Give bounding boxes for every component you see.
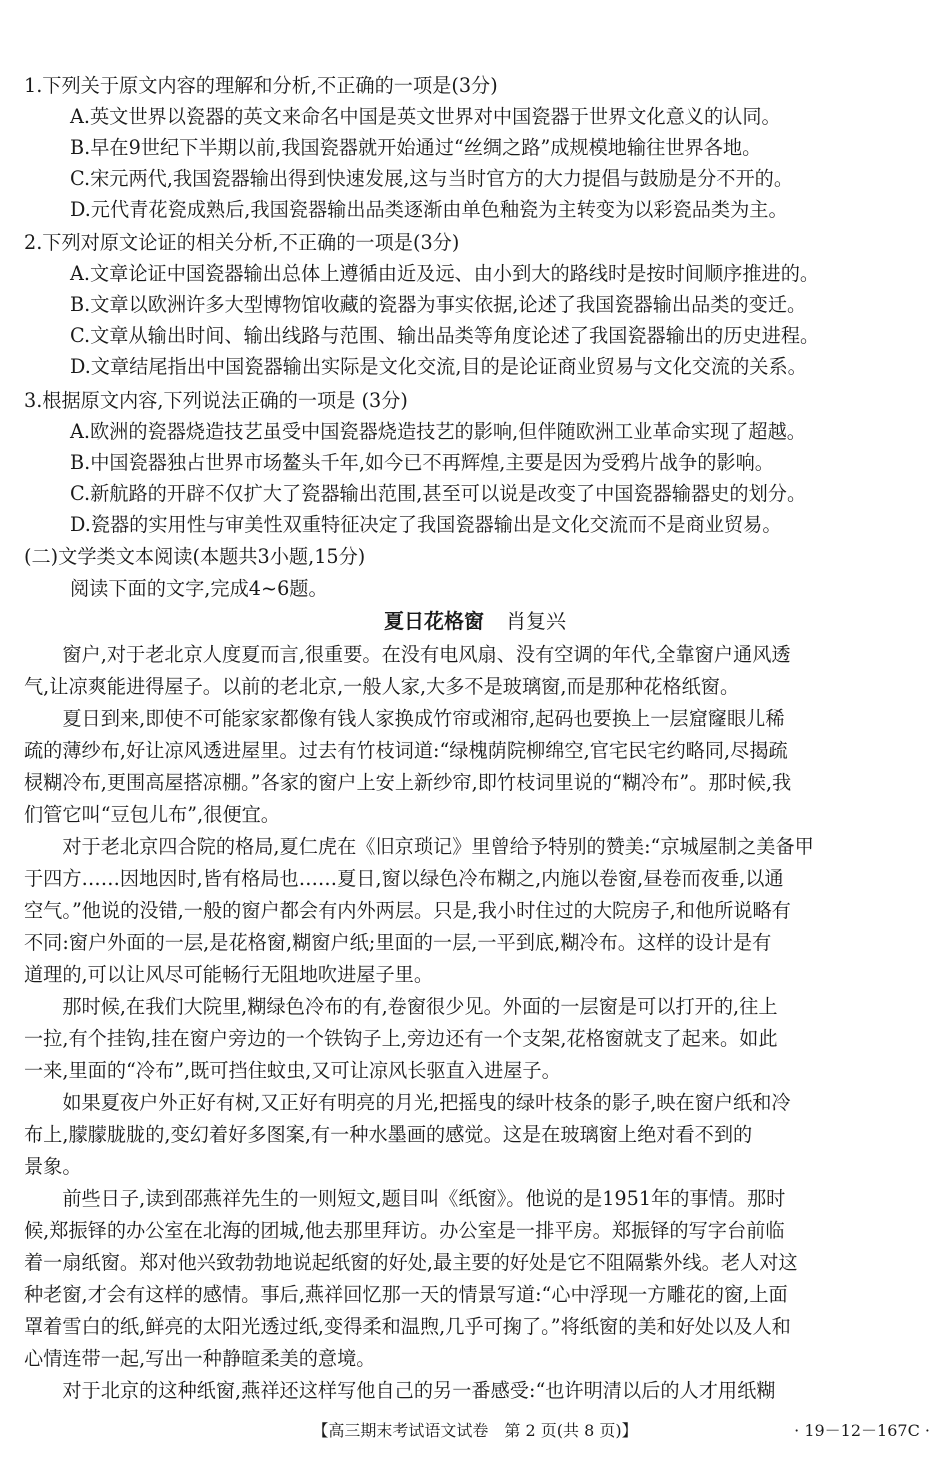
question-2-option-a: A.文章论证中国瓷器输出总体上遵循由近及远、由小到大的路线时是按时间顺序推进的。	[70, 262, 820, 285]
article-line: 那时候,在我们大院里,糊绿色冷布的有,卷窗很少见。外面的一层窗是可以打开的,往上	[24, 995, 778, 1018]
article-line: 窗户,对于老北京人度夏而言,很重要。在没有电风扇、没有空调的年代,全靠窗户通风透	[24, 643, 791, 666]
section-heading: (二)文学类文本阅读(本题共3小题,15分)	[24, 545, 366, 568]
article-line: 心情连带一起,写出一种静暄柔美的意境。	[24, 1347, 376, 1370]
article-line: 气,让凉爽能进得屋子。以前的老北京,一般人家,大多不是玻璃窗,而是那种花格纸窗。	[24, 675, 740, 698]
article-line: 们管它叫“豆包儿布”,很便宜。	[24, 803, 280, 826]
exam-code: · 19－12－167C ·	[794, 1421, 930, 1440]
article-line: 如果夏夜户外正好有树,又正好有明亮的月光,把摇曳的绿叶枝条的影子,映在窗户纸和冷	[24, 1091, 791, 1114]
article-line: 棂糊冷布,更围高屋搭凉棚。”各家的窗户上安上新纱帘,即竹枝词里说的“糊冷布”。那时候,我	[24, 771, 792, 794]
article-line: 景象。	[24, 1155, 82, 1178]
article-title-row	[0, 607, 950, 635]
article-line: 道理的,可以让风尽可能畅行无阻地吹进屋子里。	[24, 963, 434, 986]
article-line: 不同:窗户外面的一层,是花格窗,糊窗户纸;里面的一层,一平到底,糊冷布。这样的设计是有	[24, 931, 772, 954]
question-3-option-c: C.新航路的开辟不仅扩大了瓷器输出范围,甚至可以说是改变了中国瓷器输器史的划分。	[70, 482, 807, 505]
page-footer: 【高三期末考试语文试卷 第 2 页(共 8 页)】	[312, 1421, 638, 1440]
question-2-stem: 2.下列对原文论证的相关分析,不正确的一项是(3分)	[24, 231, 460, 254]
section-instruction: 阅读下面的文字,完成4~6题。	[70, 577, 328, 600]
question-2-option-b: B.文章以欧洲许多大型博物馆收藏的瓷器为事实依据,论述了我国瓷器输出品类的变迁。	[70, 293, 807, 316]
article-line: 夏日到来,即使不可能家家都像有钱人家换成竹帘或湘帘,起码也要换上一层窟窿眼儿稀	[24, 707, 785, 730]
article-line: 空气。”他说的没错,一般的窗户都会有内外两层。只是,我小时住过的大院房子,和他所说略有	[24, 899, 791, 922]
question-3-option-a: A.欧洲的瓷器烧造技艺虽受中国瓷器烧造技艺的影响,但伴随欧洲工业革命实现了超越。	[70, 420, 806, 443]
question-2-option-c: C.文章从输出时间、输出线路与范围、输出品类等角度论述了我国瓷器输出的历史进程。	[70, 324, 820, 347]
question-1-option-d: D.元代青花瓷成熟后,我国瓷器输出品类逐渐由单色釉瓷为主转变为以彩瓷品类为主。	[70, 198, 788, 221]
question-1-option-c: C.宋元两代,我国瓷器输出得到快速发展,这与当时官方的大力提倡与鼓励是分不开的。	[70, 167, 794, 190]
question-1-option-b: B.早在9世纪下半期以前,我国瓷器就开始通过“丝绸之路”成规模地输往世界各地。	[70, 136, 762, 159]
article-title: 夏日花格窗	[384, 609, 484, 633]
question-3-option-d: D.瓷器的实用性与审美性双重特征决定了我国瓷器输出是文化交流而不是商业贸易。	[70, 513, 782, 536]
article-line: 对于老北京四合院的格局,夏仁虎在《旧京琐记》里曾给予特别的赞美:“京城屋制之美备甲	[24, 835, 814, 858]
article-line: 布上,朦朦胧胧的,变幻着好多图案,有一种水墨画的感觉。这是在玻璃窗上绝对看不到的	[24, 1123, 753, 1146]
article-author: 肖复兴	[506, 609, 566, 633]
article-line: 着一扇纸窗。郑对他兴致勃勃地说起纸窗的好处,最主要的好处是它不阻隔紫外线。老人对这	[24, 1251, 798, 1274]
article-line: 候,郑振铎的办公室在北海的团城,他去那里拜访。办公室是一排平房。郑振铎的写字台前临	[24, 1219, 785, 1242]
article-line: 一拉,有个挂钩,挂在窗户旁边的一个铁钩子上,旁边还有一个支架,花格窗就支了起来。如此	[24, 1027, 778, 1050]
article-line: 于四方……因地因时,皆有格局也……夏日,窗以绿色冷布糊之,内施以卷窗,昼卷而夜垂,以通	[24, 867, 784, 890]
question-3-option-b: B.中国瓷器独占世界市场鳌头千年,如今已不再辉煌,主要是因为受鸦片战争的影响。	[70, 451, 774, 474]
question-3-stem: 3.根据原文内容,下列说法正确的一项是 (3分)	[24, 389, 408, 412]
article-line: 对于北京的这种纸窗,燕祥还这样写他自己的另一番感受:“也许明清以后的人才用纸糊	[24, 1379, 776, 1402]
question-2-option-d: D.文章结尾指出中国瓷器输出实际是文化交流,目的是论证商业贸易与文化交流的关系。	[70, 355, 807, 378]
article-line: 一来,里面的“冷布”,既可挡住蚊虫,又可让凉风长驱直入进屋子。	[24, 1059, 561, 1082]
question-1-option-a: A.英文世界以瓷器的英文来命名中国是英文世界对中国瓷器于世界文化意义的认同。	[70, 105, 781, 128]
article-line: 种老窗,才会有这样的感情。事后,燕祥回忆那一天的情景写道:“心中浮现一方雕花的窗,上面	[24, 1283, 788, 1306]
article-line: 疏的薄纱布,好让凉风透进屋里。过去有竹枝词道:“绿槐荫院柳绵空,官宅民宅约略同,尽揭疏	[24, 739, 788, 762]
question-1-stem: 1.下列关于原文内容的理解和分析,不正确的一项是(3分)	[24, 74, 498, 97]
article-line: 前些日子,读到邵燕祥先生的一则短文,题目叫《纸窗》。他说的是1951年的事情。那时	[24, 1187, 786, 1210]
article-line: 罩着雪白的纸,鲜亮的太阳光透过纸,变得柔和温煦,几乎可掬了。”将纸窗的美和好处以及人和	[24, 1315, 791, 1338]
